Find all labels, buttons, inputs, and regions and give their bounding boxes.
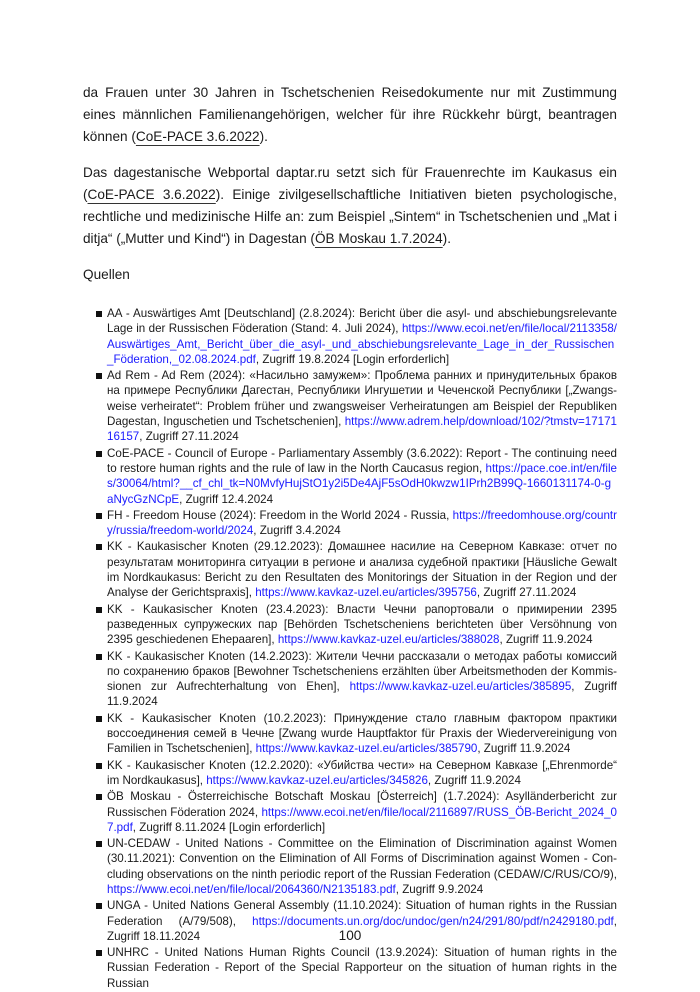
reference-text: KK - Kaukasischer Knoten (14.2.2023): Жители Чечни рассказали о методах работы комиссий по сохранению браков [Bewohner Tschetscheniens erzählten über Arbeitsmethoden der Kommissionen zur Aufrechterhaltung von Ehen], — [107, 649, 617, 694]
reference-text: UNGA - United Nations General Assembly (11.10.2024): Situation of human rights in the Russian Federation (A/79/508), — [107, 899, 617, 928]
reference-access-date: , Zugriff 27.11.2024 — [139, 430, 239, 444]
reference-text: ÖB Moskau - Österreichische Botschaft Moskau [Österreich] (1.7.2024): Asylländerbericht zur Russischen Föderation 2024, — [107, 790, 617, 819]
reference-url-link[interactable]: https://documents.un.org/doc/undoc/gen/n24/291/80/pdf/n2429180.pdf — [252, 914, 614, 928]
reference-url-link[interactable]: https://freedomhouse.org/country/russia/freedom-world/2024 — [107, 508, 617, 538]
reference-access-date: , Zugriff 19.8.2024 [Login erforderlich] — [255, 352, 450, 366]
page-number: 100 — [338, 928, 362, 943]
reference-list — [83, 306, 617, 991]
reference-item — [107, 758, 617, 789]
paragraph-2 — [83, 162, 617, 250]
reference-text: UNHRC - United Nations Human Rights Council (13.9.2024): Situation of human rights in the Russian Federation - Report of the Special Rapporteur on the situation of human rights in the Russian — [107, 946, 617, 990]
reference-url-link[interactable]: https://www.kavkaz-uzel.eu/articles/388028 — [277, 633, 500, 647]
reference-item — [107, 836, 617, 897]
sources-heading: Quellen — [83, 267, 130, 282]
reference-item — [107, 945, 617, 991]
reference-text: CoE-PACE - Council of Europe - Parliamentary Assembly (3.6.2022): Report - The continuing need to restore human rights and the rule of law in the North Caucasus region, — [107, 446, 617, 475]
reference-access-date: , Zugriff 11.9.2024 — [107, 680, 617, 709]
citation-link[interactable]: ÖB Moskau 1.7.2024 — [314, 231, 443, 246]
reference-item — [107, 649, 617, 710]
reference-item — [107, 306, 617, 367]
reference-url-link[interactable]: https://www.kavkaz-uzel.eu/articles/385895 — [349, 680, 572, 694]
reference-url-link[interactable]: https://www.adrem.help/download/102/?tmstv=1717116157 — [107, 415, 617, 444]
paragraph-text: ). — [442, 231, 451, 246]
reference-text: KK - Kaukasischer Knoten (23.4.2023): Власти Чечни рапортовали о примирении 2395 разведенных супружеских пар [Behörden Tschetscheniens berichteten über Versöhnung von 2395 geschiedenen Ehepaaren], — [107, 602, 617, 647]
reference-item — [107, 539, 617, 600]
paragraph-1 — [83, 82, 617, 148]
reference-text: KK - Kaukasischer Knoten (10.2.2023): Принуждение стало главным фактором практики воссоединения семей в Чечне [Zwang wurde Hauptfaktor für Praxis der Wiedervereinigung von Familien in Tschetschenien], — [107, 711, 617, 756]
paragraph-text: da Frauen unter 30 Jahren in Tschetschenien Reisedokumente nur mit Zustimmung eines männlichen Familienangehörigen, welcher für ihre Rückkehr bürgt, beantragen können ( — [83, 85, 617, 144]
reference-access-date: , Zugriff 8.11.2024 [Login erforderlich] — [132, 820, 326, 834]
reference-url-link[interactable]: https://www.ecoi.net/en/file/local/2064360/N2135183.pdf — [107, 882, 396, 896]
reference-item — [107, 508, 617, 539]
reference-access-date: , Zugriff 11.9.2024 — [427, 773, 521, 787]
reference-url-link[interactable]: https://www.ecoi.net/en/file/local/2113358/Auswärtiges_Amt,_Bericht_über_die_asyl-_und_abschiebungsrelevante_Lage_in_der_Russischen_Föderation,_02.08.2024.pdf — [107, 322, 617, 366]
reference-access-date: , Zugriff 3.4.2024 — [253, 524, 341, 538]
reference-url-link[interactable]: https://www.kavkaz-uzel.eu/articles/345826 — [206, 773, 428, 787]
citation-link[interactable]: CoE-PACE 3.6.2022 — [87, 187, 216, 202]
reference-text: KK - Kaukasischer Knoten (29.12.2023): Домашнее насилие на Северном Кавказе: отчет по результатам мониторинга ситуации в регионе и анализа судебной практики [Häusliche Gewalt im Nordkaukasus: Bericht zu den Resultaten des Monitorings der Situation in der Region und der Analyse der Gerichtspraxis], — [107, 540, 617, 600]
reference-access-date: , Zugriff 27.11.2024 — [476, 586, 577, 600]
reference-text: Ad Rem - Ad Rem (2024): «Насильно замужем»: Проблема ранних и принудительных браков на примере Республики Дагестан, Республики Ингушетии и Чеченской Республики [„Zwangsweise verheiratet“: Problem früher und zwangsweiser Verheiratungen am Beispiel der Republiken Dagestan, Inguschetien und Tschetschenien], — [107, 369, 617, 429]
reference-item — [107, 446, 617, 507]
reference-access-date: , Zugriff 9.9.2024 — [395, 882, 484, 896]
citation-link[interactable]: CoE-PACE 3.6.2022 — [135, 129, 260, 144]
paragraph-text: ). — [259, 129, 268, 144]
reference-item — [107, 368, 617, 444]
reference-url-link[interactable]: https://www.kavkaz-uzel.eu/articles/395756 — [255, 586, 477, 600]
reference-access-date: , Zugriff 11.9.2024 — [477, 742, 571, 756]
reference-text: KK - Kaukasischer Knoten (12.2.2020): «Убийства чести» на Северном Кавказе [„Ehrenmorde“ im Nordkaukasus], — [107, 758, 617, 787]
reference-url-link[interactable]: https://www.ecoi.net/en/file/local/2116897/RUSS_ÖB-Bericht_2024_07.pdf — [107, 805, 617, 834]
reference-url-link[interactable]: https://pace.coe.int/en/files/30064/html?__cf_chl_tk=N0MvfyHujStO1y2i5De4AjF5sOdH0kwzw1IPrh2B99Q-1660131174-0-gaNycGzNCpE — [107, 461, 617, 506]
page-content — [83, 82, 617, 992]
reference-text: FH - Freedom House (2024): Freedom in the World 2024 - Russia, — [107, 508, 453, 522]
reference-access-date: , Zugriff 18.11.2024 — [107, 914, 617, 943]
reference-text: UN-CEDAW - United Nations - Committee on the Elimination of Discrimination against Women (30.11.2021): Convention on the Elimination of All Forms of Discrimination against Women - Concluding observations on the ninth periodic report of the Russian Federation (CEDAW/C/RUS/CO/9), — [107, 837, 617, 881]
reference-access-date: , Zugriff 11.9.2024 — [499, 633, 593, 647]
paragraph-text: ). Einige zivilgesellschaftliche Initiativen bieten psychologische, rechtliche und medizinische Hilfe an: zum Beispiel „Sintem“ in Tschetschenien und „Mat i ditja“ („Mutter und Kind“) in Dagestan ( — [83, 187, 618, 246]
reference-item — [107, 789, 617, 835]
paragraph-text: Das dagestanische Webportal daptar.ru setzt sich für Frauenrechte im Kaukasus ein ( — [83, 165, 617, 202]
reference-text: AA - Auswärtiges Amt [Deutschland] (2.8.2024): Bericht über die asyl- und abschiebungsrelevante Lage in der Russischen Föderation (Stand: 4. Juli 2024), — [107, 307, 617, 336]
reference-url-link[interactable]: https://www.kavkaz-uzel.eu/articles/385790 — [255, 742, 478, 756]
reference-item — [107, 711, 617, 757]
reference-access-date: , Zugriff 12.4.2024 — [179, 492, 274, 506]
reference-item — [107, 602, 617, 648]
